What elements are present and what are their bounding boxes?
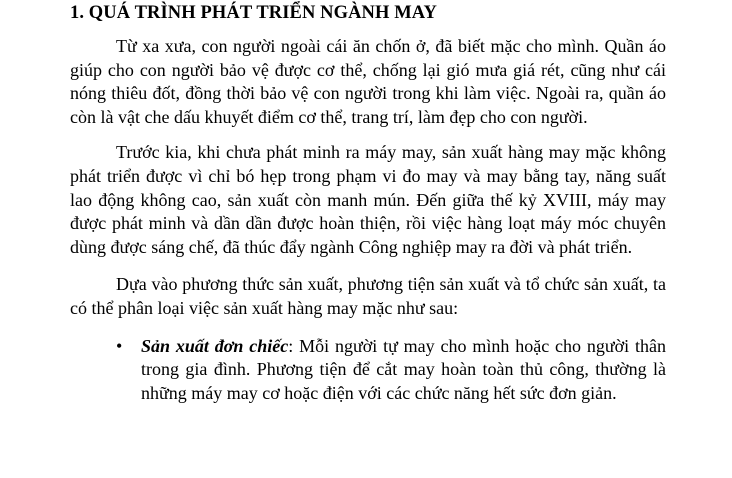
section-heading: 1. QUÁ TRÌNH PHÁT TRIỂN NGÀNH MAY [70,3,438,23]
bullet-separator: : [288,335,294,356]
paragraph-classification: Dựa vào phương thức sản xuất, phương tiện sản xuất và tổ chức sản xuất, ta có thể phân loại việc sản xuất hàng may mặc như sau: [70,274,666,318]
bullet-icon: • [116,335,123,356]
paragraph-history: Trước kia, khi chưa phát minh ra máy may, sản xuất hàng may mặc không phát triển được vì chỉ bó hẹp trong phạm vi đo may và may bằng tay, năng suất lao động không cao, sản xuất còn manh mún. Đến giữa thế kỷ XVIII, máy may được phát minh và dần dần được hoàn thiện, rồi việc hàng loạt máy móc chuyên dùng được sáng chế, đã thúc đẩy ngành Công nghiệp may ra đời và phát triển. [70,142,666,257]
bullet-term: Sản xuất đơn chiếc [141,335,289,356]
paragraph-origins: Từ xa xưa, con người ngoài cái ăn chốn ở, đã biết mặc cho mình. Quần áo giúp cho con người bảo vệ được cơ thể, chống lại gió mưa giá rét, cũng như cái nóng thiêu đốt, đồng thời bảo vệ con người trong khi làm việc. Ngoài ra, quần áo còn là vật che dấu khuyết điểm cơ thể, trang trí, làm đẹp cho con người. [70,36,666,127]
bullet-description: Mỗi người tự may cho mình hoặc cho người thân trong gia đình. Phương tiện để cắt may hoàn toàn thủ công, thường là những máy may cơ hoặc điện với các chức năng hết sức đơn giản. [141,335,666,403]
document-page [70,0,666,405]
production-types-list [70,335,666,406]
list-item [70,335,666,406]
